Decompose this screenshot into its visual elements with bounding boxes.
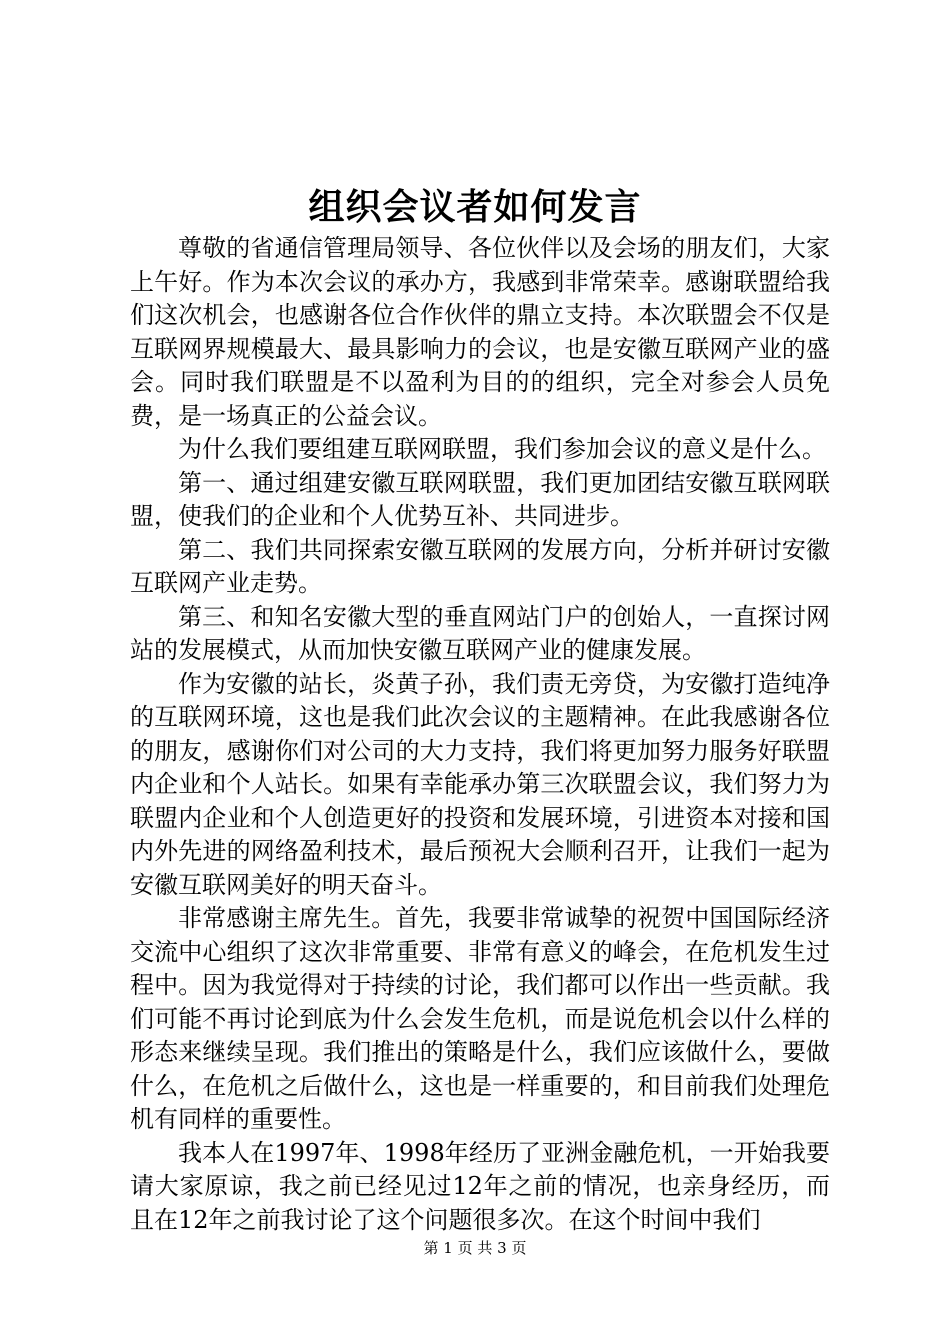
paragraph-4: 第二、我们共同探索安徽互联网的发展方向，分析并研讨安徽互联网产业走势。 <box>130 535 830 597</box>
paragraph-1: 尊敬的省通信管理局领导、各位伙伴以及会场的朋友们，大家上午好。作为本次会议的承办方，我感到非常荣幸。感谢联盟给我们这次机会，也感谢各位合作伙伴的鼎立支持。本次联盟会不仅是互联网界规模最大、最具影响力的会议，也是安徽互联网产业的盛会。同时我们联盟是不以盈利为目的的组织，完全对参会人员免费，是一场真正的公益会议。 <box>130 234 830 430</box>
paragraph-6: 作为安徽的站长，炎黄子孙，我们责无旁贷，为安徽打造纯净的互联网环境，这也是我们此次会议的主题精神。在此我感谢各位的朋友，感谢你们对公司的大力支持，我们将更加努力服务好联盟内企业和个人站长。如果有幸能承办第三次联盟会议，我们努力为联盟内企业和个人创造更好的投资和发展环境，引进资本对接和国内外先进的网络盈利技术，最后预祝大会顺利召开，让我们一起为安徽互联网美好的明天奋斗。 <box>130 669 830 899</box>
paragraph-7: 非常感谢主席先生。首先，我要非常诚挚的祝贺中国国际经济交流中心组织了这次非常重要、非常有意义的峰会，在危机发生过程中。因为我觉得对于持续的讨论，我们都可以作出一些贡献。我们可能不再讨论到底为什么会发生危机，而是说危机会以什么样的形态来继续呈现。我们推出的策略是什么，我们应该做什么，要做什么，在危机之后做什么，这也是一样重要的，和目前我们处理危机有同样的重要性。 <box>130 904 830 1133</box>
document-title: 组织会议者如何发言 <box>308 186 642 228</box>
document-body <box>130 232 830 1237</box>
paragraph-8: 我本人在1997年、1998年经历了亚洲金融危机，一开始我要请大家原谅，我之前已经见过12年之前的情况，也亲身经历，而且在12年之前我讨论了这个问题很多次。在这个时间中我们 <box>130 1138 830 1234</box>
paragraph-5: 第三、和知名安徽大型的垂直网站门户的创始人，一直探讨网站的发展模式，从而加快安徽互联网产业的健康发展。 <box>130 602 830 664</box>
page-footer: 第 1 页 共 3 页 <box>423 1239 527 1257</box>
paragraph-3: 第一、通过组建安徽互联网联盟，我们更加团结安徽互联网联盟，使我们的企业和个人优势互补、共同进步。 <box>130 468 830 530</box>
paragraph-2: 为什么我们要组建互联网联盟，我们参加会议的意义是什么。 <box>178 435 826 463</box>
